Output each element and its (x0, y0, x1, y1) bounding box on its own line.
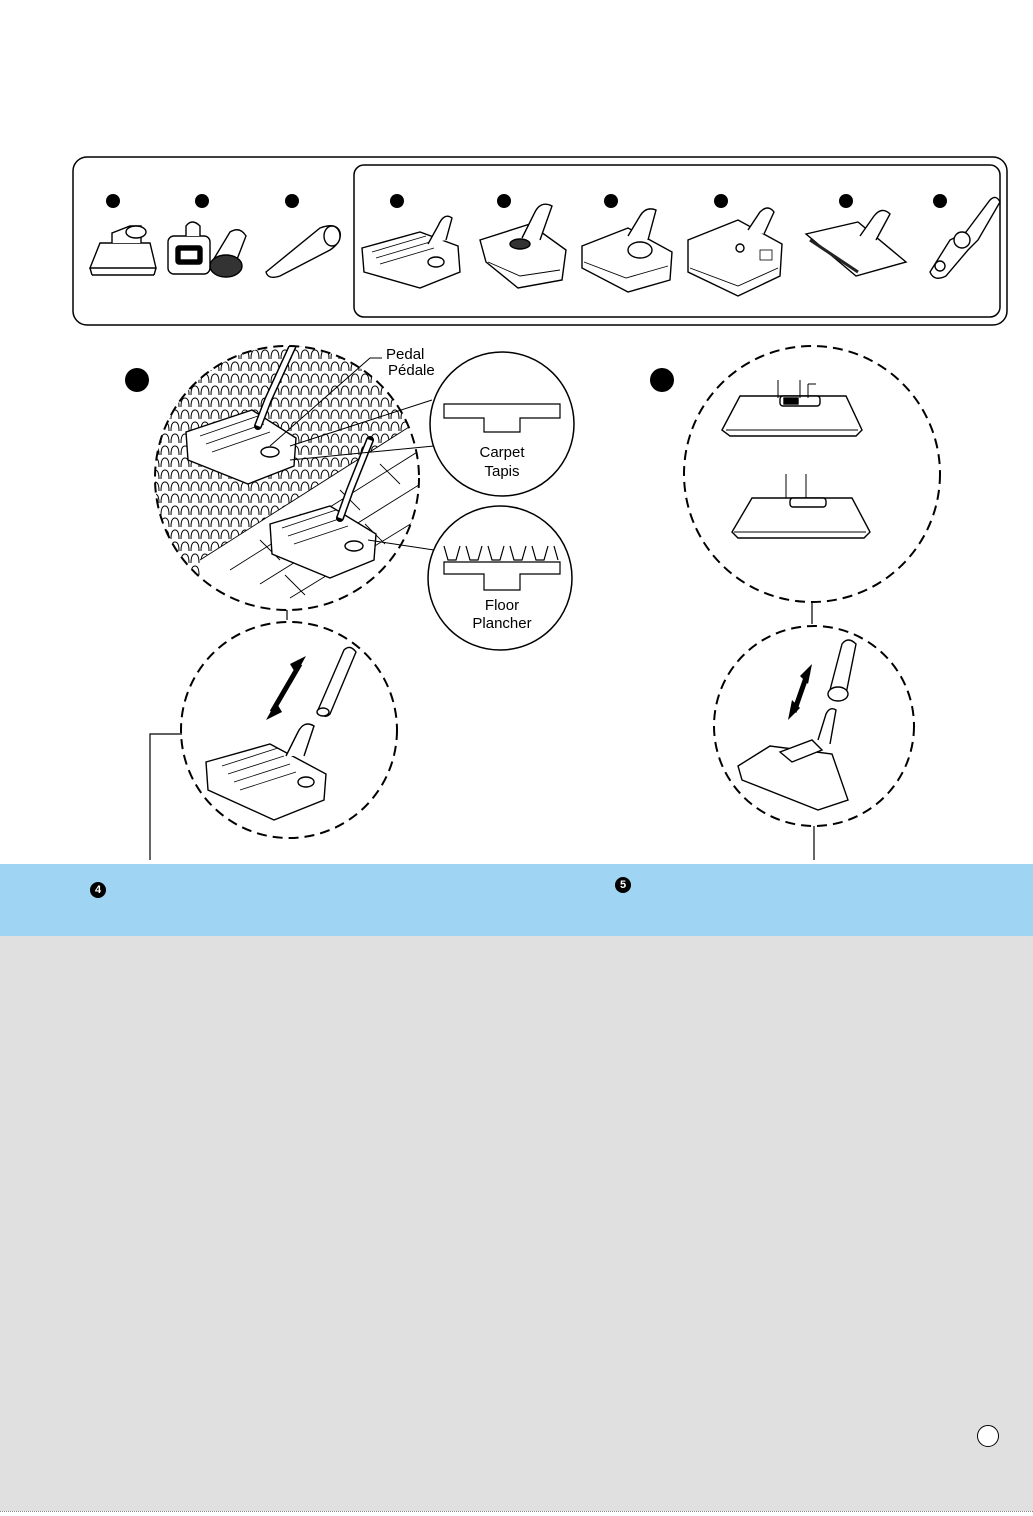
page-number-marker (977, 1425, 999, 1447)
step-5-marker (650, 368, 674, 392)
step-4-number: 4 (90, 882, 106, 898)
content-area (0, 936, 1033, 1511)
tapis-label: Tapis (484, 463, 520, 480)
pedale-label: Pédale (388, 362, 435, 379)
plancher-label: Plancher (472, 615, 532, 632)
step-5-number: 5 (615, 877, 631, 893)
floor-label: Floor (484, 597, 520, 614)
page-bottom-rule (0, 1511, 1033, 1512)
carpet-label: Carpet (479, 444, 525, 461)
pedal-label: Pedal (386, 346, 425, 363)
step-4-marker (125, 368, 149, 392)
info-bar (0, 864, 1033, 936)
